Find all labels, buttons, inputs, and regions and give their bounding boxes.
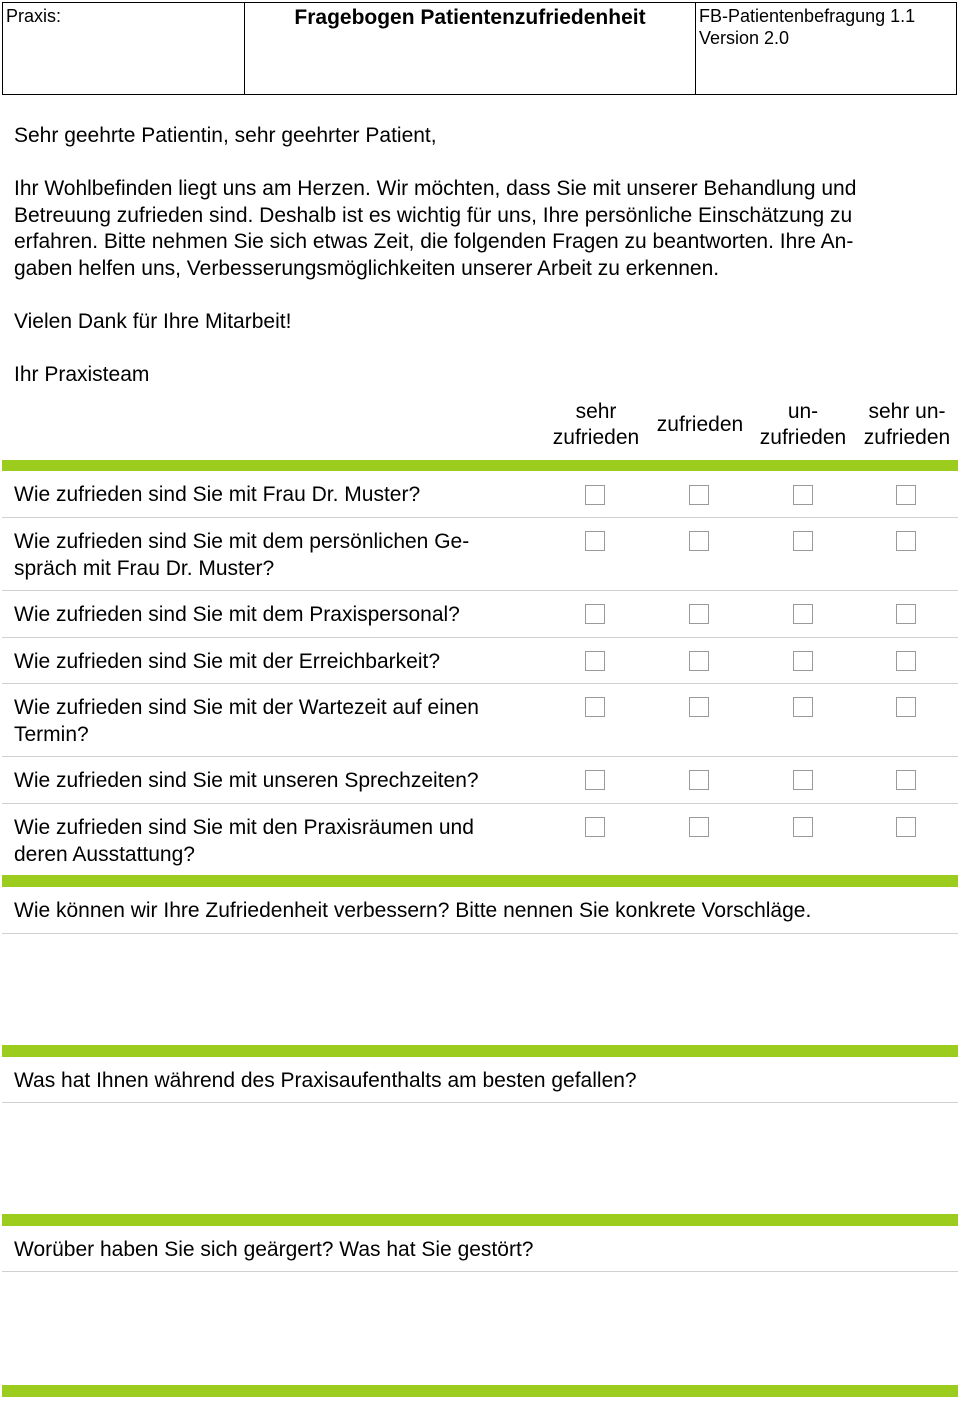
- checkbox-very-unsatisfied[interactable]: [896, 770, 916, 790]
- checkbox-very-satisfied[interactable]: [585, 651, 605, 671]
- checkbox-satisfied[interactable]: [689, 817, 709, 837]
- checkbox-satisfied[interactable]: [689, 697, 709, 717]
- scale-very-satisfied: [546, 399, 646, 451]
- scale-label-line: un-: [787, 400, 819, 423]
- signature-text: Ihr Praxisteam: [14, 363, 150, 386]
- checkbox-satisfied[interactable]: [689, 770, 709, 790]
- question-line: Wie zufrieden sind Sie mit dem persönlichen Ge-: [14, 530, 470, 553]
- question-line: spräch mit Frau Dr. Muster?: [14, 557, 275, 580]
- question-line: Wie zufrieden sind Sie mit dem Praxispersonal?: [14, 603, 460, 626]
- doc-info-cell: [696, 3, 956, 94]
- checkbox-unsatisfied[interactable]: [793, 770, 813, 790]
- question-line: Wie zufrieden sind Sie mit der Wartezeit auf einen: [14, 696, 479, 719]
- scale-label-line: zufrieden: [759, 426, 847, 449]
- intro-line: erfahren. Bitte nehmen Sie sich etwas Zeit, die folgenden Fragen zu beantworten. Ihre An-: [14, 230, 854, 253]
- question-row: [2, 471, 958, 518]
- answer-line: [2, 1271, 958, 1272]
- section-divider: [2, 1045, 958, 1057]
- answer-area-improve[interactable]: [2, 935, 958, 1045]
- section-divider: [2, 460, 958, 471]
- checkbox-very-satisfied[interactable]: [585, 817, 605, 837]
- question-text: [14, 601, 554, 628]
- intro-paragraph: [14, 176, 954, 282]
- checkbox-unsatisfied[interactable]: [793, 651, 813, 671]
- checkbox-very-unsatisfied[interactable]: [896, 697, 916, 717]
- checkbox-very-unsatisfied[interactable]: [896, 485, 916, 505]
- question-row: [2, 591, 958, 638]
- checkbox-very-satisfied[interactable]: [585, 531, 605, 551]
- document-title: Fragebogen Patientenzufriedenheit: [294, 6, 646, 29]
- scale-very-unsatisfied: [857, 399, 957, 451]
- checkbox-satisfied[interactable]: [689, 651, 709, 671]
- question-text: [14, 767, 554, 794]
- checkbox-very-satisfied[interactable]: [585, 485, 605, 505]
- checkbox-very-satisfied[interactable]: [585, 697, 605, 717]
- question-text: [14, 528, 554, 582]
- section-divider: [2, 1385, 958, 1397]
- checkbox-unsatisfied[interactable]: [793, 485, 813, 505]
- question-line: Wie zufrieden sind Sie mit der Erreichbarkeit?: [14, 650, 441, 673]
- section-divider: [2, 875, 958, 887]
- checkbox-very-satisfied[interactable]: [585, 770, 605, 790]
- praxis-cell: [3, 3, 245, 94]
- checkbox-very-unsatisfied[interactable]: [896, 531, 916, 551]
- scale-label-line: sehr un-: [868, 400, 946, 423]
- checkbox-unsatisfied[interactable]: [793, 817, 813, 837]
- checkbox-very-unsatisfied[interactable]: [896, 817, 916, 837]
- question-row: [2, 684, 958, 757]
- scale-unsatisfied: [753, 399, 853, 451]
- answer-area-liked[interactable]: [2, 1104, 958, 1214]
- scale-label-line: sehr: [575, 400, 617, 423]
- title-cell: [245, 3, 696, 94]
- question-text: [14, 814, 554, 868]
- praxis-label: Praxis:: [6, 6, 62, 26]
- intro-line: Betreuung zufrieden sind. Deshalb ist es wichtig für uns, Ihre persönliche Einschätzung zu: [14, 203, 853, 227]
- scale-satisfied: [650, 412, 750, 438]
- section-divider: [2, 1214, 958, 1226]
- open-question-liked: Was hat Ihnen während des Praxisaufenthalts am besten gefallen?: [14, 1069, 637, 1092]
- scale-label-line: zufrieden: [552, 426, 640, 449]
- checkbox-satisfied[interactable]: [689, 485, 709, 505]
- document-header: [2, 2, 957, 95]
- question-text: [14, 481, 554, 508]
- checkbox-satisfied[interactable]: [689, 531, 709, 551]
- question-row: [2, 518, 958, 591]
- checkbox-very-unsatisfied[interactable]: [896, 651, 916, 671]
- scale-label-line: zufrieden: [656, 413, 744, 436]
- question-text: [14, 648, 554, 675]
- answer-line: [2, 1102, 958, 1103]
- answer-line: [2, 933, 958, 934]
- question-row: [2, 757, 958, 804]
- intro-line: Ihr Wohlbefinden liegt uns am Herzen. Wir möchten, dass Sie mit unserer Behandlung und: [14, 177, 857, 200]
- salutation: Sehr geehrte Patientin, sehr geehrter Patient,: [14, 124, 437, 147]
- question-row: [2, 804, 958, 875]
- answer-area-annoyed[interactable]: [2, 1273, 958, 1383]
- intro-line: gaben helfen uns, Verbesserungsmöglichkeiten unserer Arbeit zu erkennen.: [14, 256, 720, 280]
- question-line: Wie zufrieden sind Sie mit den Praxisräumen und: [14, 816, 474, 839]
- checkbox-unsatisfied[interactable]: [793, 697, 813, 717]
- thanks-text: Vielen Dank für Ihre Mitarbeit!: [14, 310, 292, 333]
- question-row: [2, 638, 958, 684]
- checkbox-very-unsatisfied[interactable]: [896, 604, 916, 624]
- document-version: Version 2.0: [699, 28, 790, 48]
- document-code: FB-Patientenbefragung 1.1: [699, 6, 916, 26]
- question-line: Termin?: [14, 723, 89, 746]
- question-text: [14, 694, 554, 748]
- question-line: Wie zufrieden sind Sie mit unseren Sprechzeiten?: [14, 769, 479, 792]
- open-question-annoyed: Worüber haben Sie sich geärgert? Was hat Sie gestört?: [14, 1238, 534, 1261]
- question-line: deren Ausstattung?: [14, 843, 195, 866]
- checkbox-unsatisfied[interactable]: [793, 531, 813, 551]
- checkbox-satisfied[interactable]: [689, 604, 709, 624]
- open-question-improve: Wie können wir Ihre Zufriedenheit verbessern? Bitte nennen Sie konkrete Vorschläge.: [14, 899, 812, 922]
- checkbox-very-satisfied[interactable]: [585, 604, 605, 624]
- scale-label-line: zufrieden: [863, 426, 951, 449]
- question-line: Wie zufrieden sind Sie mit Frau Dr. Muster?: [14, 483, 421, 506]
- checkbox-unsatisfied[interactable]: [793, 604, 813, 624]
